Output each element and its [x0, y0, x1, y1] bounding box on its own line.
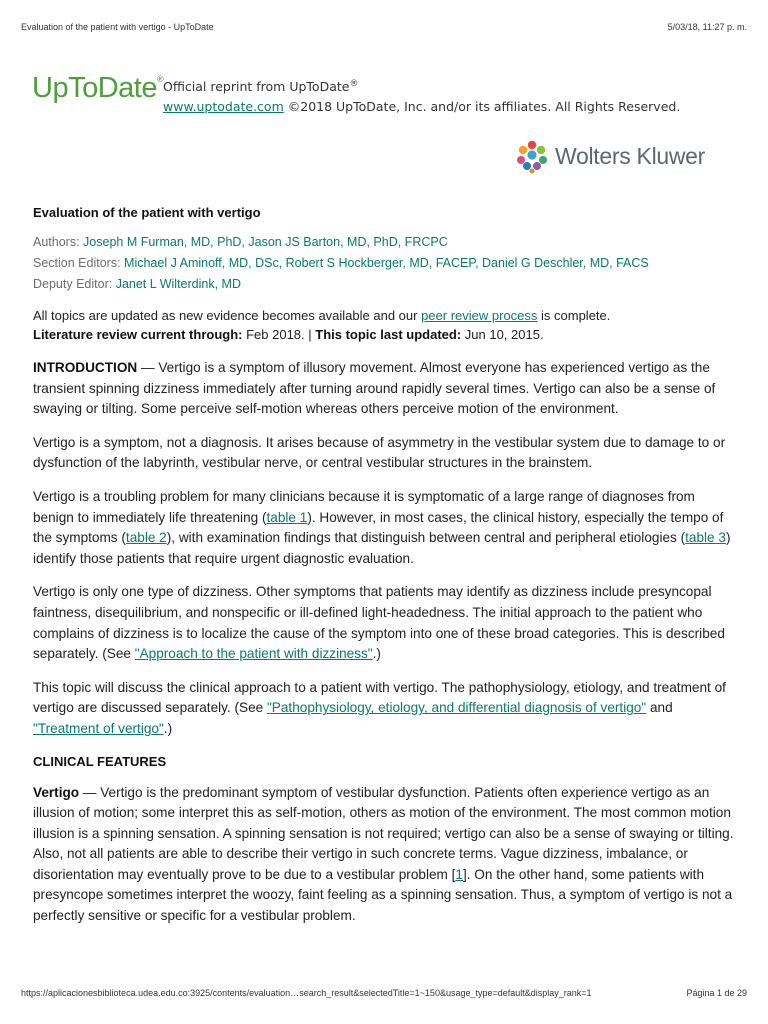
approach-dizziness-link[interactable]: "Approach to the patient with dizziness"	[134, 646, 373, 662]
p3-text-c: ), with examination findings that distinguish between central and peripheral etiologies (	[166, 530, 686, 546]
print-footer	[21, 988, 747, 998]
paragraph-symptom: Vertigo is a symptom, not a diagnosis. It arises because of asymmetry in the vestibular system due to damage to or dysfunction of the labyrinth, vestibular nerve, or central vestibular structures in the brainstem.	[33, 434, 726, 471]
p5-text-a: This topic will discuss the clinical approach to a patient with vertigo. The pathophysiology, etiology, and treatment of vertigo are discussed separately. (See	[33, 679, 726, 716]
deputy-editor-line	[33, 274, 738, 295]
treatment-link[interactable]: "Treatment of vertigo"	[33, 720, 164, 736]
section-editors-label: Section Editors:	[33, 256, 121, 270]
vertigo-text-a: — Vertigo is the predominant symptom of vestibular dysfunction. Patients often experience vertigo as an illusion of motion; some interpret this as self-motion, others as motion of the environment. The most common motion illusion is a spinning sensation. A spinning sensation is not required; vertigo can also be a sense of swaying or tilting. Also, not all patients are able to describe their vertigo in such concrete terms. Vague dizziness, imbalance, or disorientation may eventually prove to be due to a vestibular problem [	[33, 784, 734, 882]
last-updated-date: Jun 10, 2015.	[461, 327, 544, 342]
uptodate-logo[interactable]	[32, 72, 163, 105]
authors-link[interactable]: Joseph M Furman, MD, PhD, Jason JS Barton, MD, PhD, FRCPC	[83, 235, 448, 249]
p5-text-c: .)	[163, 720, 173, 736]
section-editors-link[interactable]: Michael J Aminoff, MD, DSc, Robert S Hockberger, MD, FACEP, Daniel G Deschler, MD, FACS	[124, 256, 649, 270]
introduction-text: — Vertigo is a symptom of illusory movement. Almost everyone has experienced vertigo as the transient spinning dizziness immediately after turning around rapidly several times. Vertigo can also be a sense of swaying or tilting. Some perceive self-motion whereas others perceive motion of the environment.	[33, 360, 716, 417]
page-number: Página 1 de 29	[686, 988, 747, 998]
paragraph-dizziness	[33, 582, 738, 664]
peer-review-link[interactable]: peer review process	[421, 308, 538, 323]
p3-text-b: ). However, in most cases, the clinical history, especially the tempo of the symptoms (	[33, 509, 724, 546]
deputy-editor-label: Deputy Editor:	[33, 277, 113, 291]
article-title: Evaluation of the patient with vertigo	[33, 205, 261, 220]
vertigo-text-b: ]. On the other hand, some patients with presyncope sometimes interpret the woozy, faint feeling as a spinning sensation. Thus, a symptom of vertigo is not a perfectly sensitive or specific for a vestibular problem.	[33, 866, 733, 924]
print-datetime: 5/03/18, 11:27 p. m.	[667, 22, 747, 32]
authors-label: Authors:	[33, 235, 80, 249]
authors-line	[33, 232, 738, 253]
table-3-link[interactable]: table 3	[685, 530, 726, 546]
paragraph-topic-scope	[33, 678, 738, 740]
clinical-features-heading: CLINICAL FEATURES	[33, 753, 167, 769]
status-text-end: is complete.	[537, 308, 611, 323]
table-1-link[interactable]: table 1	[266, 509, 308, 525]
article-content	[33, 205, 738, 940]
last-updated-label: This topic last updated:	[315, 327, 462, 342]
logo-text: UpToDate	[32, 72, 157, 104]
wolters-kluwer-globe-icon	[514, 138, 550, 174]
status-text: All topics are updated as new evidence becomes available and our	[33, 308, 422, 323]
p3-text-a: Vertigo is a troubling problem for many clinicians because it is symptomatic of a large range of diagnoses from benign to immediately life threatening (	[33, 488, 695, 525]
update-status	[33, 306, 738, 344]
reprint-notice	[163, 74, 680, 117]
paragraph-vertigo	[33, 783, 738, 927]
logo-registered-mark: ®	[156, 74, 164, 84]
p5-text-b: and	[646, 700, 673, 716]
print-url: https://aplicacionesbiblioteca.udea.edu.co:3925/contents/evaluation…search_result&selectedTitle=1~150&usage_type=default&display_rank=1	[21, 988, 592, 998]
pathophysiology-link[interactable]: "Pathophysiology, etiology, and differential diagnosis of vertigo"	[266, 700, 647, 716]
section-editors-line	[33, 253, 738, 274]
publisher-name: Wolters Kluwer	[555, 142, 706, 169]
p3-text-d: ) identify those patients that require urgent diagnostic evaluation.	[33, 530, 731, 566]
reprint-line1: Official reprint from UpToDate	[163, 79, 350, 95]
uptodate-link[interactable]: www.uptodate.com	[163, 99, 284, 115]
p4-text-b: .)	[372, 646, 381, 662]
print-header	[21, 22, 747, 32]
introduction-paragraph	[33, 358, 738, 420]
reference-1-link[interactable]: 1	[455, 866, 463, 882]
reprint-line2: ©2018 UpToDate, Inc. and/or its affiliates. All Rights Reserved.	[283, 99, 681, 115]
print-title: Evaluation of the patient with vertigo - UpToDate	[21, 22, 214, 32]
introduction-heading: INTRODUCTION	[33, 360, 138, 375]
vertigo-heading: Vertigo	[33, 784, 80, 800]
paragraph-troubling-problem	[33, 487, 738, 569]
article-meta	[33, 232, 738, 295]
wolters-kluwer-logo	[514, 138, 705, 174]
literature-review-date: Feb 2018. |	[242, 327, 316, 342]
p4-text-a: Vertigo is only one type of dizziness. Other symptoms that patients may identify as dizziness include presyncopal faintness, disequilibrium, and nonspecific or ill-defined light-headedness. The initial approach to the patient who complains of dizziness is to localize the cause of the symptom into one of these broad categories. This is described separately. (See	[33, 584, 725, 662]
literature-review-label: Literature review current through:	[33, 327, 243, 342]
reprint-registered-mark: ®	[349, 79, 359, 89]
deputy-editor-link[interactable]: Janet L Wilterdink, MD	[115, 277, 241, 291]
table-2-link[interactable]: table 2	[125, 530, 167, 546]
